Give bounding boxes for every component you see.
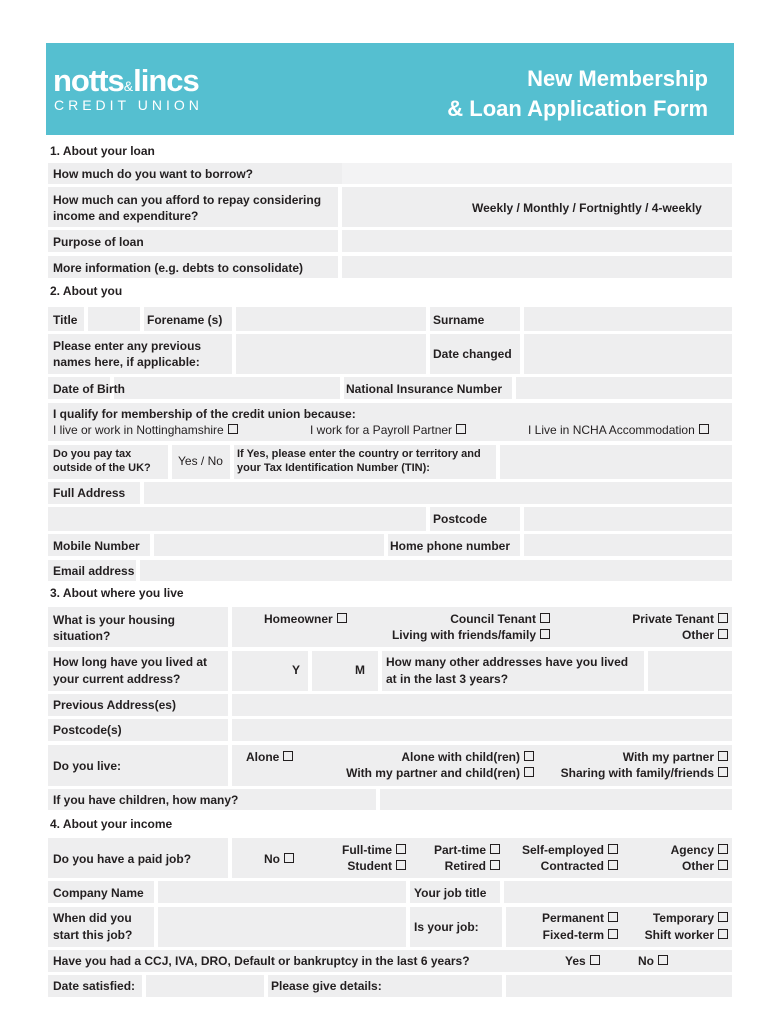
borrow-label: How much do you want to borrow? [53,167,253,181]
details-field[interactable] [506,975,732,997]
job-agency[interactable]: Agency [671,842,728,858]
children-field[interactable] [380,789,732,810]
date-satisfied-label: Date satisfied: [53,979,136,993]
job-self-employed[interactable]: Self-employed [522,842,618,858]
paid-job-label: Do you have a paid job? [53,852,192,866]
tin-label-2: your Tax Identification Number (TIN): [237,462,430,474]
purpose-label: Purpose of loan [53,235,144,249]
title-label: Title [53,313,78,327]
housing-private[interactable]: Private Tenant [632,611,728,627]
live-alone-children[interactable]: Alone with child(ren) [401,749,534,765]
other-addr-label-2: at in the last 3 years? [386,672,509,686]
job-title-label: Your job title [414,886,487,900]
dob-label: Date of Birth [53,382,125,396]
job-fixed-term[interactable]: Fixed-term [543,927,618,943]
start-field[interactable] [158,907,406,947]
housing-friends[interactable]: Living with friends/family [392,627,550,643]
mobile-label: Mobile Number [53,539,140,553]
ni-field[interactable] [516,377,732,399]
checkbox[interactable] [718,751,728,761]
postcode-field[interactable] [524,507,732,531]
live-alone[interactable]: Alone [246,749,293,765]
housing-label-2: situation? [53,629,111,643]
months-field[interactable] [312,651,378,691]
company-label: Company Name [53,886,144,900]
live-sharing[interactable]: Sharing with family/friends [561,765,728,781]
live-partner-children[interactable]: With my partner and child(ren) [346,765,534,781]
checkbox[interactable] [608,929,618,939]
company-field[interactable] [158,881,406,903]
more-info-label: More information (e.g. debts to consolidate) [53,261,304,275]
email-field[interactable] [140,560,732,581]
checkbox[interactable] [284,853,294,863]
housing-other[interactable]: Other [682,627,728,643]
housing-label-1: What is your housing [53,613,175,627]
date-changed-field[interactable] [524,334,732,374]
address-label: Full Address [53,486,126,500]
checkbox[interactable] [718,844,728,854]
checkbox[interactable] [608,860,618,870]
prev-addr-field[interactable] [232,694,732,716]
date-satisfied-field[interactable] [146,975,264,997]
job-full-time[interactable]: Full-time [342,842,406,858]
start-label-1: When did you [53,911,132,925]
checkbox[interactable] [718,767,728,777]
checkbox[interactable] [396,860,406,870]
form-title-line1: New Membership [527,66,708,91]
prev-names-label-2: names here, if applicable: [53,355,200,369]
ccj-label: Have you had a CCJ, IVA, DRO, Default or bankruptcy in the last 6 years? [53,954,470,968]
job-other[interactable]: Other [682,858,728,874]
checkbox[interactable] [658,955,668,965]
email-label: Email address [53,564,135,578]
other-addr-field[interactable] [648,651,732,691]
checkbox[interactable] [718,629,728,639]
howlong-label-2: your current address? [53,672,181,686]
job-shift-worker[interactable]: Shift worker [645,927,728,943]
tin-field[interactable] [500,445,732,479]
postcodes-field[interactable] [232,719,732,741]
checkbox[interactable] [718,929,728,939]
borrow-field[interactable] [342,163,732,184]
logo: notts&lincs [53,63,199,98]
checkbox[interactable] [718,912,728,922]
tax-label-1: Do you pay tax [53,448,132,460]
qualify-label: I qualify for membership of the credit union because: [53,407,356,421]
form-title-line2: & Loan Application Form [447,96,708,121]
tax-yes-no[interactable]: Yes / No [178,454,223,468]
date-changed-label: Date changed [433,347,512,361]
checkbox[interactable] [718,613,728,623]
job-part-time[interactable]: Part-time [434,842,500,858]
ni-label: National Insurance Number [346,382,503,396]
checkbox[interactable] [283,751,293,761]
section-heading-income: 4. About your income [50,817,173,831]
checkbox[interactable] [396,844,406,854]
howlong-label-1: How long have you lived at [53,655,208,669]
checkbox[interactable] [699,424,709,434]
surname-field[interactable] [524,307,732,331]
surname-label: Surname [433,313,485,327]
job-permanent[interactable]: Permanent [542,910,618,926]
checkbox[interactable] [337,613,347,623]
checkbox[interactable] [456,424,466,434]
checkbox[interactable] [540,613,550,623]
prev-addr-label: Previous Address(es) [53,698,176,712]
logo-subtitle: CREDIT UNION [54,97,203,113]
postcode-label: Postcode [433,512,488,526]
job-student[interactable]: Student [347,858,406,874]
checkbox[interactable] [718,860,728,870]
details-label: Please give details: [271,979,382,993]
dob-field[interactable] [114,377,340,399]
repay-label-2: income and expenditure? [53,209,199,223]
housing-homeowner[interactable]: Homeowner [264,611,347,627]
checkbox[interactable] [228,424,238,434]
prev-names-label-1: Please enter any previous [53,339,202,353]
prev-names-field[interactable] [236,334,426,374]
other-addr-label-1: How many other addresses have you lived [386,655,629,669]
ccj-no[interactable]: No [638,953,668,969]
checkbox[interactable] [540,629,550,639]
repay-frequency[interactable]: Weekly / Monthly / Fortnightly / 4-weekly [472,201,702,215]
job-no[interactable]: No [264,851,294,867]
postcodes-label: Postcode(s) [53,723,122,737]
months-label: M [355,663,365,677]
job-title-field[interactable] [504,881,732,903]
address-field[interactable] [144,482,732,504]
job-retired[interactable]: Retired [445,858,500,874]
section-heading-loan: 1. About your loan [50,144,155,158]
purpose-field[interactable] [342,230,732,252]
children-label: If you have children, how many? [53,793,239,807]
checkbox[interactable] [524,751,534,761]
checkbox[interactable] [490,844,500,854]
job-type-label: Is your job: [414,920,479,934]
repay-label-1: How much can you afford to repay considering [53,193,322,207]
checkbox[interactable] [524,767,534,777]
live-with-label: Do you live: [53,759,122,773]
checkbox[interactable] [608,844,618,854]
job-temporary[interactable]: Temporary [653,910,728,926]
title-field[interactable] [88,307,140,331]
years-label: Y [292,663,301,677]
tax-label-2: outside of the UK? [53,462,151,474]
forename-field[interactable] [236,307,426,331]
ccj-yes[interactable]: Yes [565,953,600,969]
checkbox[interactable] [490,860,500,870]
job-contracted[interactable]: Contracted [541,858,618,874]
start-label-2: start this job? [53,928,133,942]
home-phone-field[interactable] [524,534,732,556]
address-line2-field[interactable] [48,507,426,531]
qualify-option-notts[interactable]: I live or work in Nottinghamshire [53,422,238,438]
housing-council[interactable]: Council Tenant [450,611,550,627]
mobile-field[interactable] [154,534,384,556]
section-heading-about-you: 2. About you [50,284,123,298]
qualify-option-payroll[interactable]: I work for a Payroll Partner [310,422,466,438]
forename-label: Forename (s) [147,313,223,327]
more-info-field[interactable] [342,256,732,278]
qualify-option-ncha[interactable]: I Live in NCHA Accommodation [528,422,709,438]
live-with-partner[interactable]: With my partner [623,749,728,765]
tin-label-1: If Yes, please enter the country or territory and [237,448,481,460]
home-phone-label: Home phone number [390,539,511,553]
checkbox[interactable] [608,912,618,922]
checkbox[interactable] [590,955,600,965]
section-heading-where-you-live: 3. About where you live [50,586,184,600]
